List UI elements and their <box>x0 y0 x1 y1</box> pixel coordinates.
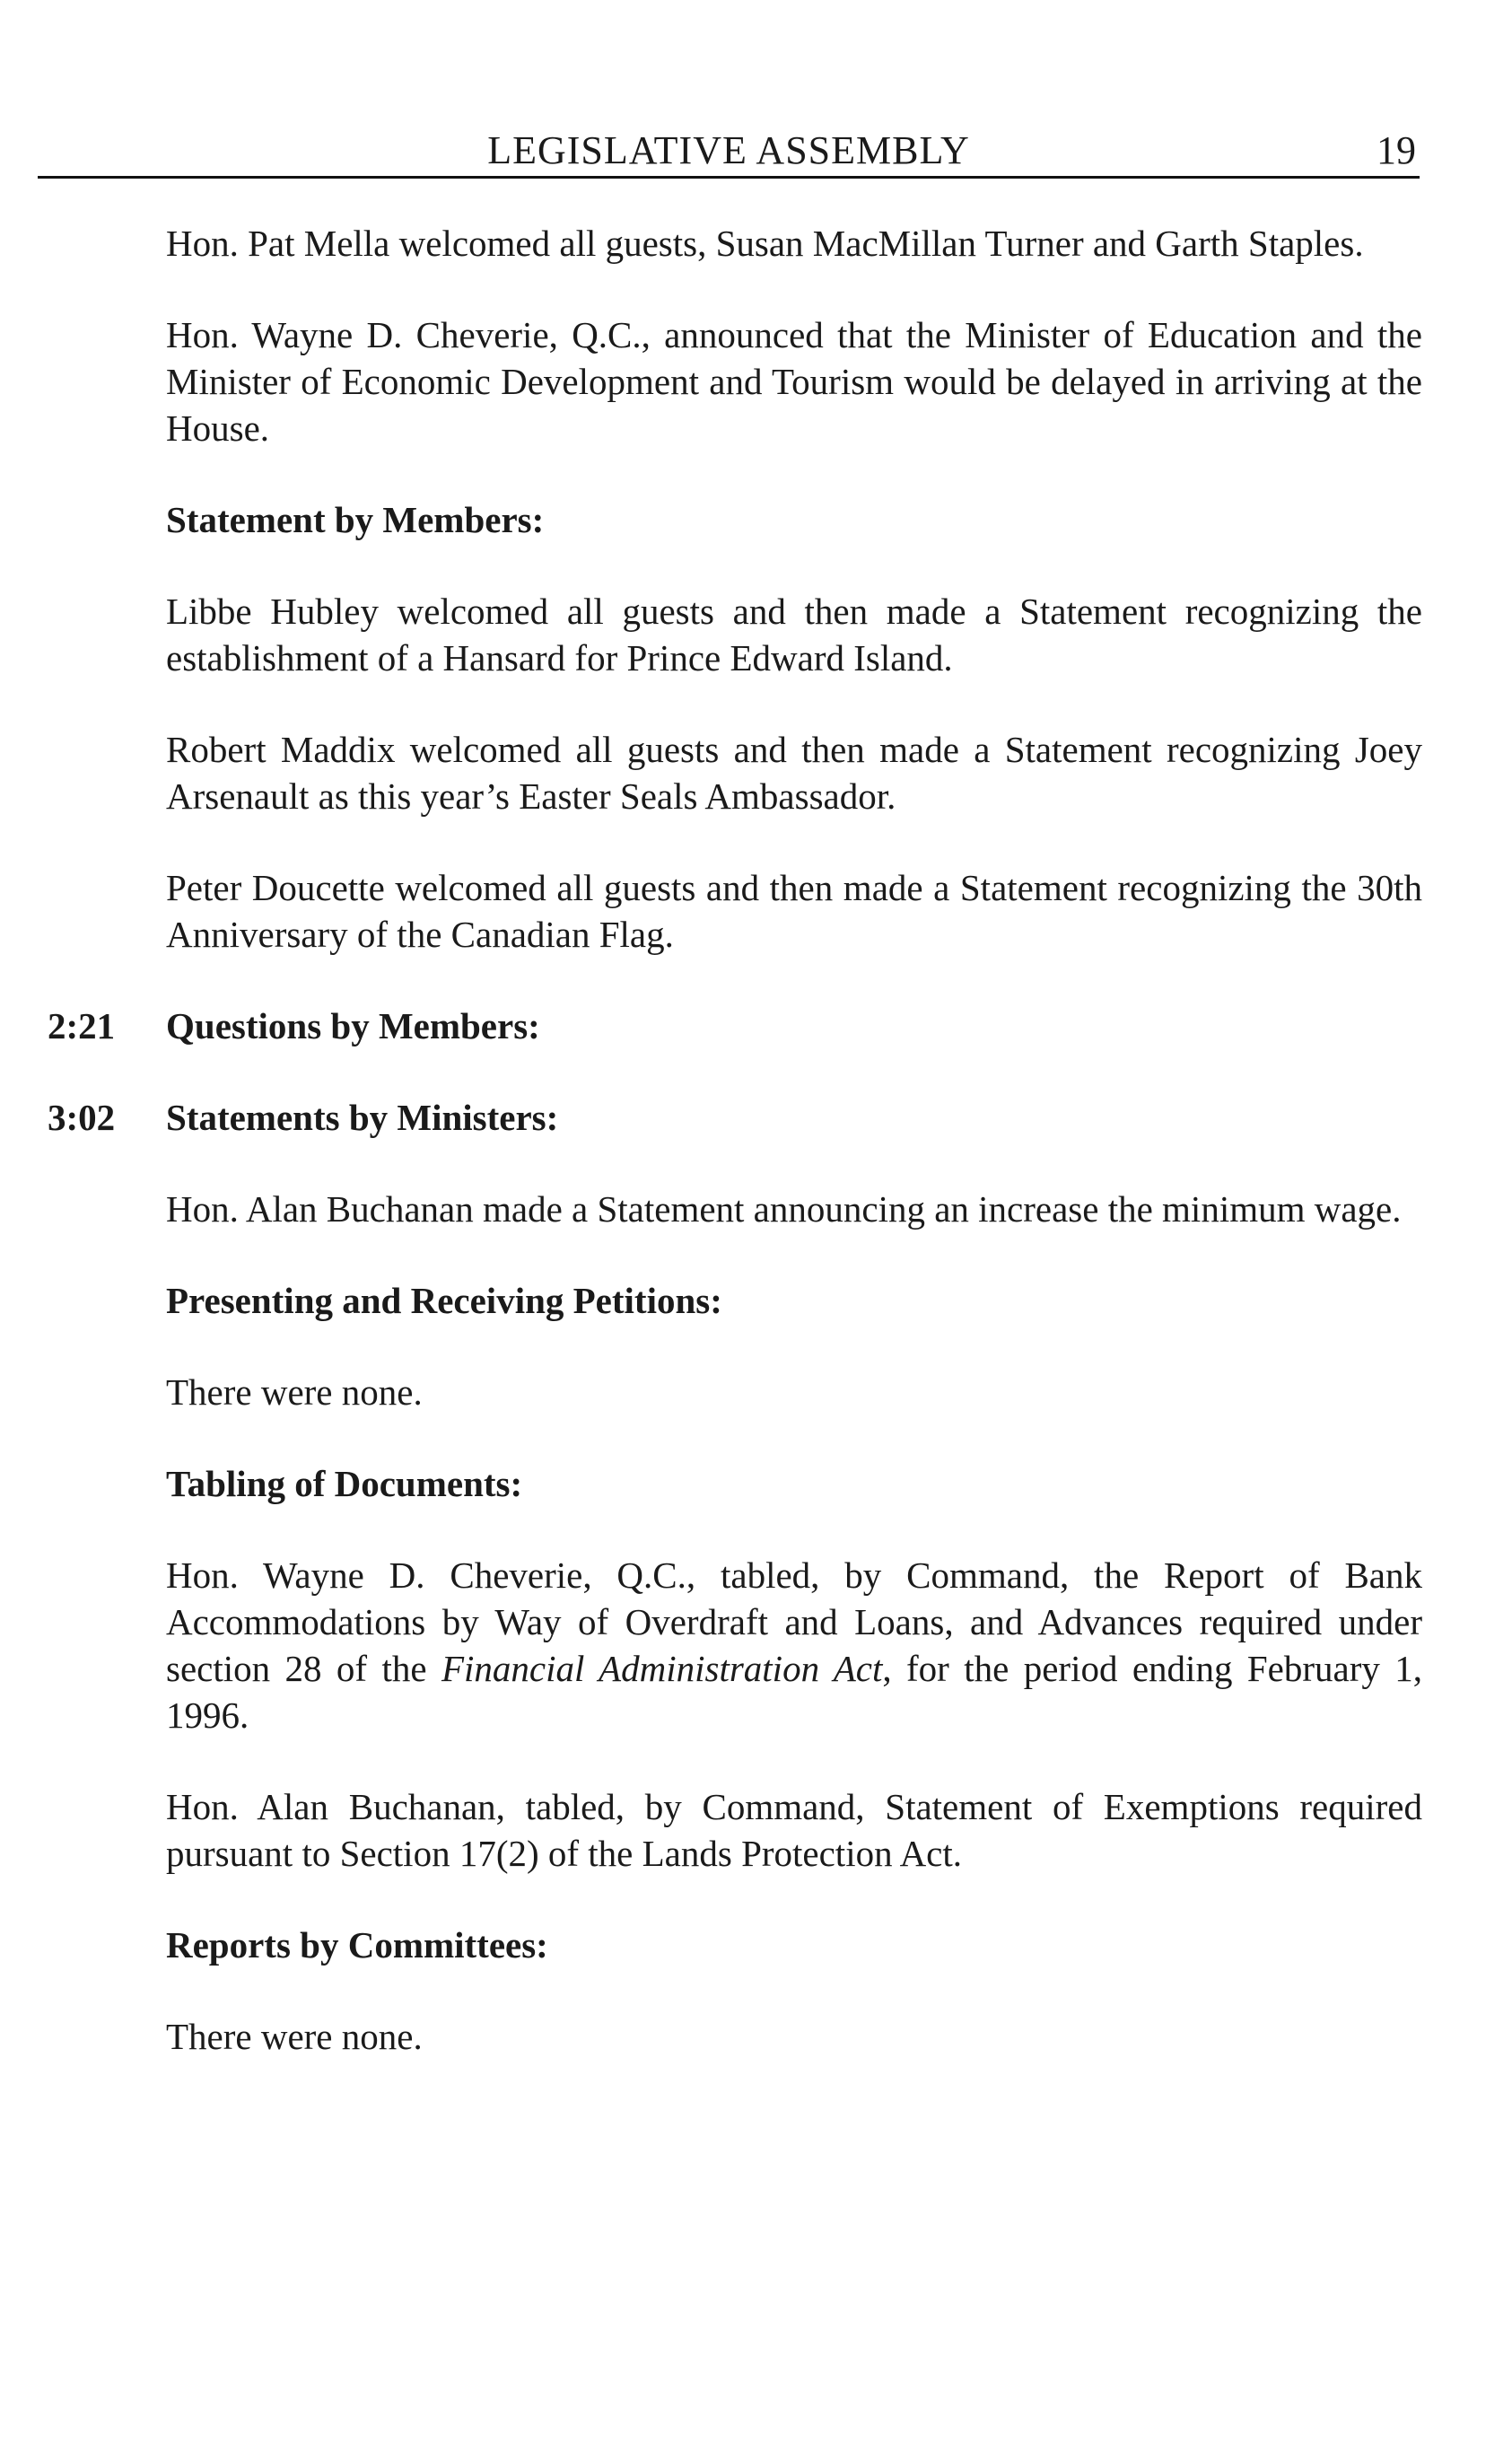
heading-text: Questions by Members: <box>166 1005 540 1046</box>
document-body <box>48 220 1422 2105</box>
text-segment: , for the period ending February 1, 1996. <box>166 1648 1422 1736</box>
time-marker: 3:02 <box>48 1097 116 1138</box>
act-title: Financial Administration Act <box>441 1648 883 1689</box>
paragraph-doucette-statement: Peter Doucette welcomed all guests and then made a Statement recognizing the 30th Anniversary of the Canadian Flag. <box>166 867 1422 955</box>
heading-statements-by-ministers <box>48 1094 1422 1141</box>
heading-text: Statements by Ministers: <box>166 1097 559 1138</box>
paragraph-cheverie-tabled <box>166 1552 1422 1738</box>
running-title: LEGISLATIVE ASSEMBLY <box>487 128 970 172</box>
paragraph-cheverie-announcement: Hon. Wayne D. Cheverie, Q.C., announced that the Minister of Education and the Minister of Economic Development and Tourism would be delayed in arriving at the House. <box>166 314 1422 449</box>
page-header <box>38 126 1420 179</box>
paragraph-buchanan-tabled: Hon. Alan Buchanan, tabled, by Command, Statement of Exemptions required pursuant to Section 17(2) of the Lands Protection Act. <box>166 1786 1422 1874</box>
time-marker: 2:21 <box>48 1005 116 1046</box>
paragraph-hubley-statement: Libbe Hubley welcomed all guests and then made a Statement recognizing the establishment of a Hansard for Prince Edward Island. <box>166 591 1422 679</box>
heading-petitions: Presenting and Receiving Petitions: <box>166 1280 722 1321</box>
paragraph-buchanan-minimum-wage: Hon. Alan Buchanan made a Statement announcing an increase the minimum wage. <box>166 1188 1402 1230</box>
heading-questions-by-members <box>48 1003 1422 1049</box>
paragraph-committees-none: There were none. <box>166 2016 423 2057</box>
heading-tabling-of-documents: Tabling of Documents: <box>166 1463 523 1504</box>
heading-reports-by-committees: Reports by Committees: <box>166 1924 548 1966</box>
paragraph-petitions-none: There were none. <box>166 1371 423 1413</box>
text-segment: Hon. Wayne D. Cheverie, Q.C., tabled, by Command, the Report of Bank Accommodations by Way of Overdraft and Loans, and Advances required under section 28 of the <box>166 1554 1422 1689</box>
paragraph-mella-welcome: Hon. Pat Mella welcomed all guests, Susan MacMillan Turner and Garth Staples. <box>166 223 1364 264</box>
paragraph-maddix-statement: Robert Maddix welcomed all guests and then made a Statement recognizing Joey Arsenault as this year’s Easter Seals Ambassador. <box>166 729 1422 817</box>
heading-statement-by-members: Statement by Members: <box>166 499 545 540</box>
page-number: 19 <box>1377 128 1416 172</box>
